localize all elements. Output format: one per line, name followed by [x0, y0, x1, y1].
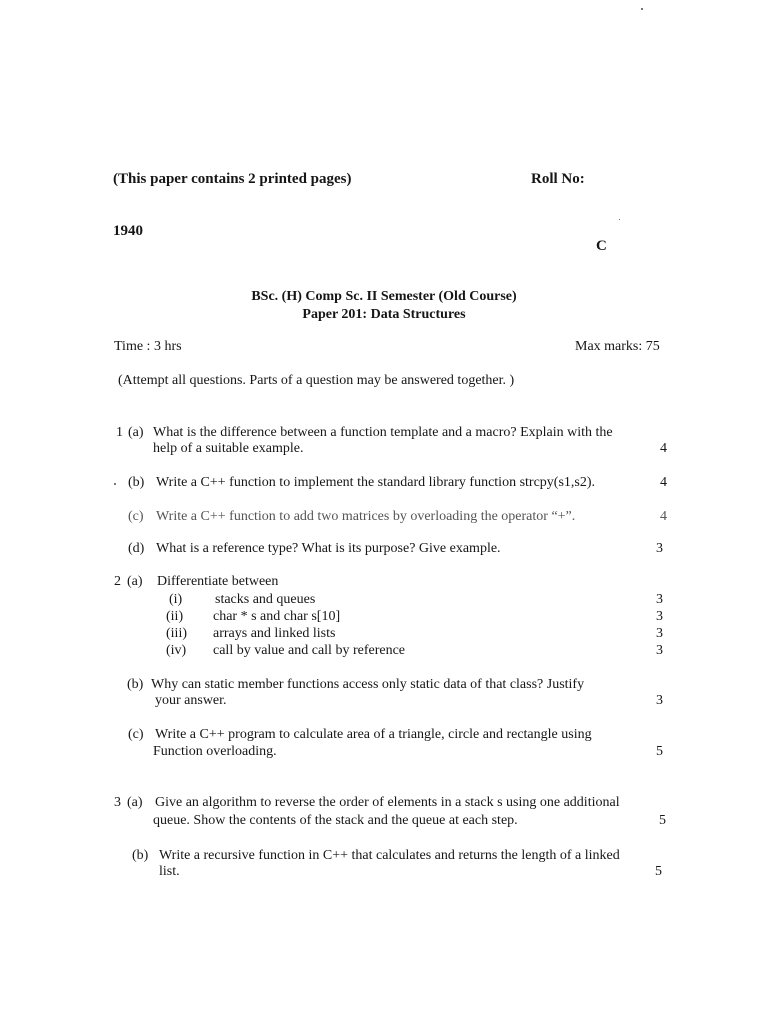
- part-label: (b): [132, 848, 149, 863]
- question-text: Give an algorithm to reverse the order of elements in a stack s using one additional: [155, 795, 620, 810]
- question-text: What is a reference type? What is its purpose? Give example.: [156, 541, 501, 556]
- question-text: list.: [159, 864, 180, 879]
- question-text: Write a recursive function in C++ that calculates and returns the length of a linked: [159, 848, 620, 863]
- question-text: Write a C++ function to add two matrices by overloading the operator “+”.: [156, 509, 576, 524]
- question-text: Write a C++ function to implement the standard library function strcpy(s1,s2).: [156, 475, 596, 490]
- subpart-text: char * s and char s[10]: [213, 609, 341, 624]
- course-title: BSc. (H) Comp Sc. II Semester (Old Course): [251, 289, 517, 304]
- question-marks: 5: [656, 744, 663, 759]
- question-text: Function overloading.: [153, 744, 277, 759]
- question-number: 2: [114, 574, 121, 589]
- time-allowed: Time : 3 hrs: [114, 339, 182, 354]
- part-label: (c): [128, 509, 144, 524]
- question-text: Write a C++ program to calculate area of a triangle, circle and rectangle using: [155, 727, 592, 742]
- subpart-label: (i): [169, 592, 183, 607]
- question-marks: 4: [660, 475, 667, 490]
- question-text: queue. Show the contents of the stack and the queue at each step.: [153, 813, 518, 828]
- part-label: (b): [128, 475, 145, 490]
- question-marks: 5: [659, 813, 666, 828]
- question-marks: 3: [656, 693, 663, 708]
- part-label: (b): [127, 677, 144, 692]
- question-number: 1: [116, 425, 123, 440]
- subpart-label: (iii): [166, 626, 187, 641]
- question-text: Differentiate between: [157, 574, 279, 589]
- question-text: help of a suitable example.: [153, 441, 304, 456]
- subpart-marks: 3: [656, 592, 663, 607]
- paper-title: Paper 201: Data Structures: [302, 307, 466, 322]
- subpart-marks: 3: [656, 626, 663, 641]
- part-label: (d): [128, 541, 145, 556]
- question-text: your answer.: [155, 693, 227, 708]
- subpart-text: arrays and linked lists: [213, 626, 336, 641]
- question-text: What is the difference between a function template and a macro? Explain with the: [153, 425, 613, 440]
- part-label: (c): [128, 727, 144, 742]
- subpart-text: call by value and call by reference: [213, 643, 406, 658]
- part-label: (a): [127, 795, 143, 810]
- paper-code: 1940: [113, 223, 143, 239]
- instructions: (Attempt all questions. Parts of a question may be answered together. ): [118, 373, 515, 388]
- paper-set: C: [596, 238, 607, 254]
- part-label: (a): [127, 574, 143, 589]
- subpart-label: (iv): [166, 643, 187, 658]
- question-marks: 3: [656, 541, 663, 556]
- roll-number-label: Roll No:: [531, 171, 585, 187]
- scan-speck: [619, 219, 620, 220]
- question-marks: 4: [660, 441, 667, 456]
- scan-speck: [641, 8, 643, 10]
- question-number: 3: [114, 795, 121, 810]
- question-marks: 5: [655, 864, 662, 879]
- question-marks: 4: [660, 509, 667, 524]
- scan-speck: [114, 483, 116, 485]
- pages-note: (This paper contains 2 printed pages): [113, 171, 352, 187]
- subpart-marks: 3: [656, 609, 663, 624]
- subpart-text: stacks and queues: [215, 592, 316, 607]
- max-marks: Max marks: 75: [575, 339, 660, 354]
- subpart-label: (ii): [166, 609, 184, 624]
- part-label: (a): [128, 425, 144, 440]
- subpart-marks: 3: [656, 643, 663, 658]
- question-text: Why can static member functions access only static data of that class? Justify: [151, 677, 585, 692]
